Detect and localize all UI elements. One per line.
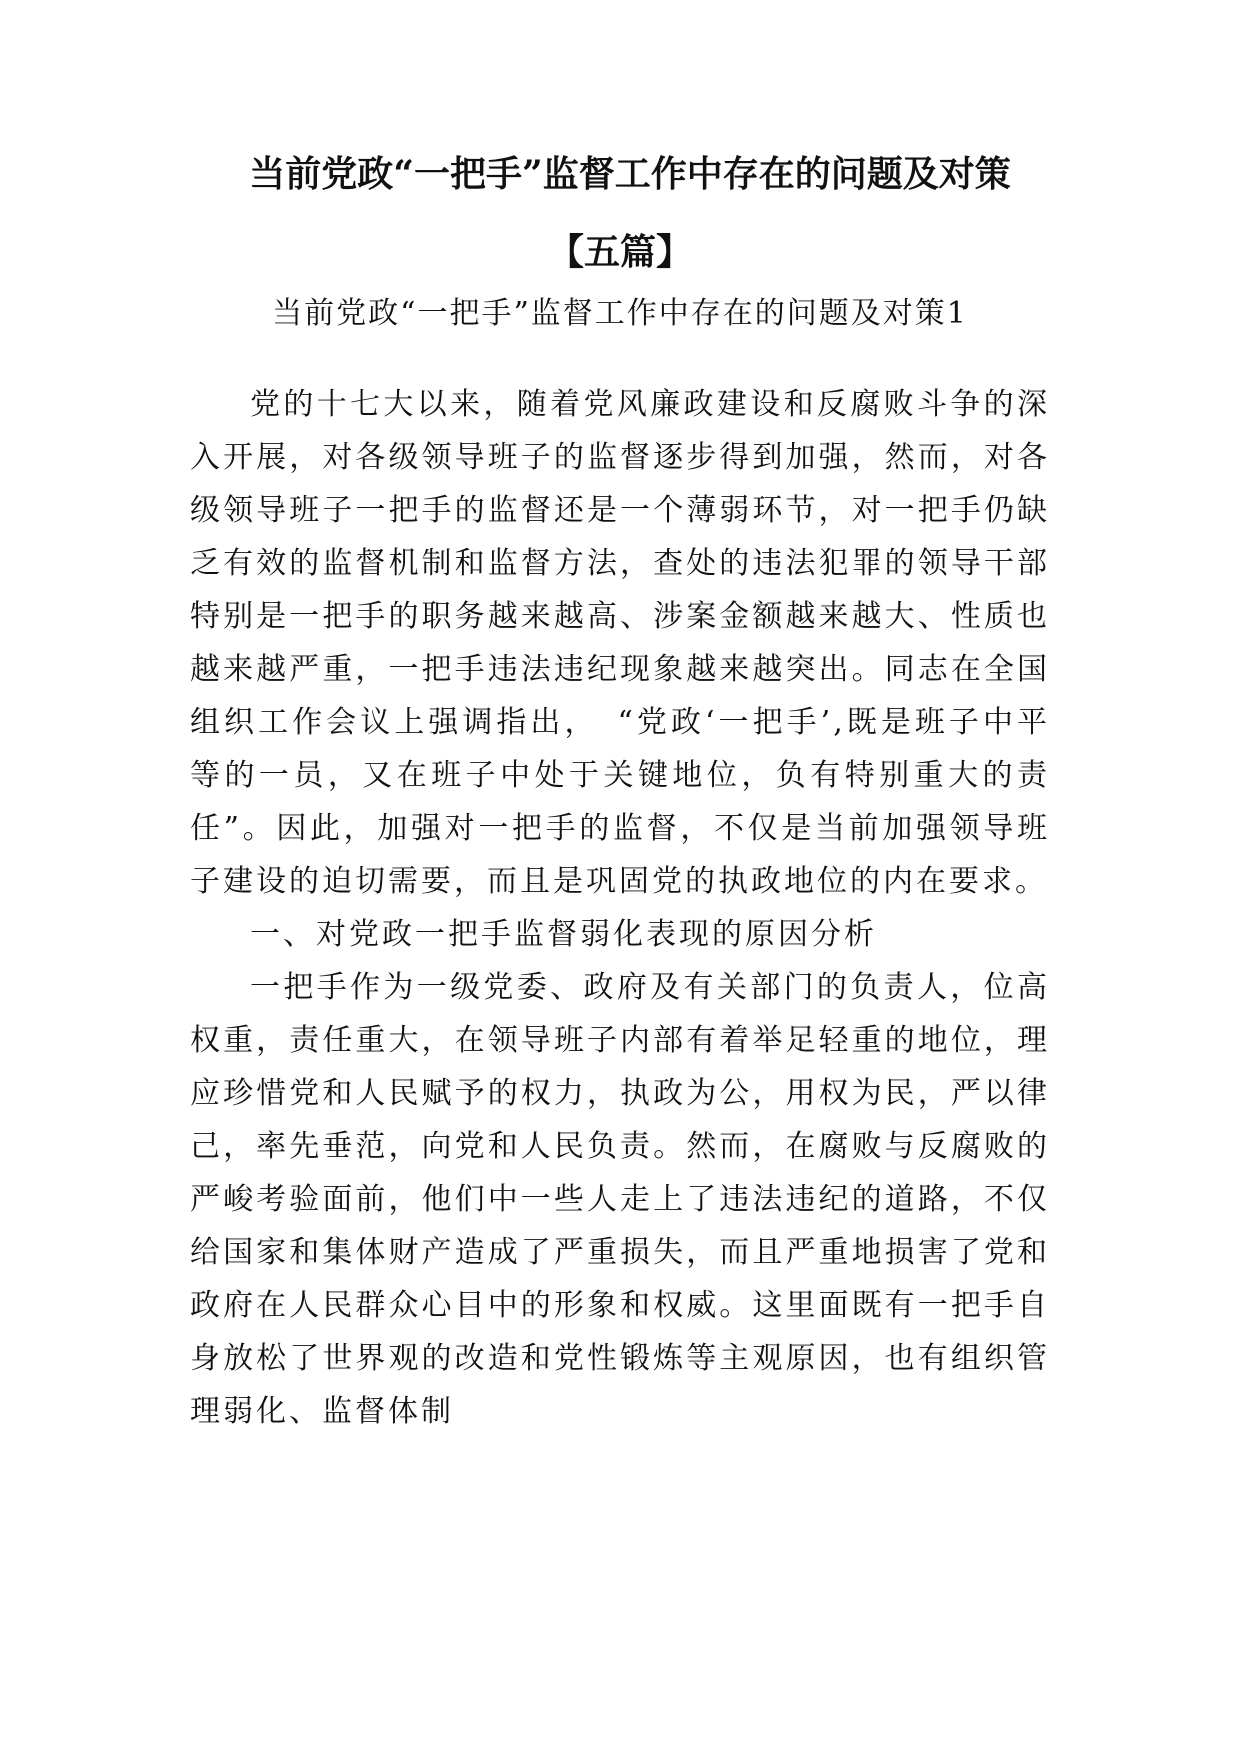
paragraph-intro: 党的十七大以来，随着党风廉政建设和反腐败斗争的深入开展，对各级领导班子的监督逐步得到加强，然而，对各级领导班子一把手的监督还是一个薄弱环节，对一把手仍缺乏有效的监督机制和监督方法，查处的违法犯罪的领导干部特别是一把手的职务越来越高、涉案金额越来越大、性质也越来越严重，一把手违法违纪现象越来越突出。同志在全国组织工作会议上强调指出， “党政‘一把手’,既是班子中平等的一员，又在班子中处于关键地位，负有特别重大的责任”。因此，加强对一把手的监督，不仅是当前加强领导班子建设的迫切需要，而且是巩固党的执政地位的内在要求。 — [190, 387, 1050, 899]
document-body — [190, 378, 1050, 1438]
document-title: 当前党政“一把手”监督工作中存在的问题及对策 — [249, 153, 1011, 195]
article-title: 当前党政“一把手”监督工作中存在的问题及对策1 — [272, 296, 968, 331]
paragraph-analysis: 一把手作为一级党委、政府及有关部门的负责人，位高权重，责任重大，在领导班子内部有着举足轻重的地位，理应珍惜党和人民赋予的权力，执政为公，用权为民，严以律己，率先垂范，向党和人民负责。然而，在腐败与反腐败的严峻考验面前，他们中一些人走上了违法违纪的道路，不仅给国家和集体财产造成了严重损失，而且严重地损害了党和政府在人民群众心目中的形象和权威。这里面既有一把手自身放松了世界观的改造和党性锻炼等主观原因，也有组织管理弱化、监督体制 — [190, 970, 1050, 1429]
document-subtitle: 【五篇】 — [547, 231, 692, 273]
section-heading: 一、对党政一把手监督弱化表现的原因分析 — [250, 917, 877, 952]
